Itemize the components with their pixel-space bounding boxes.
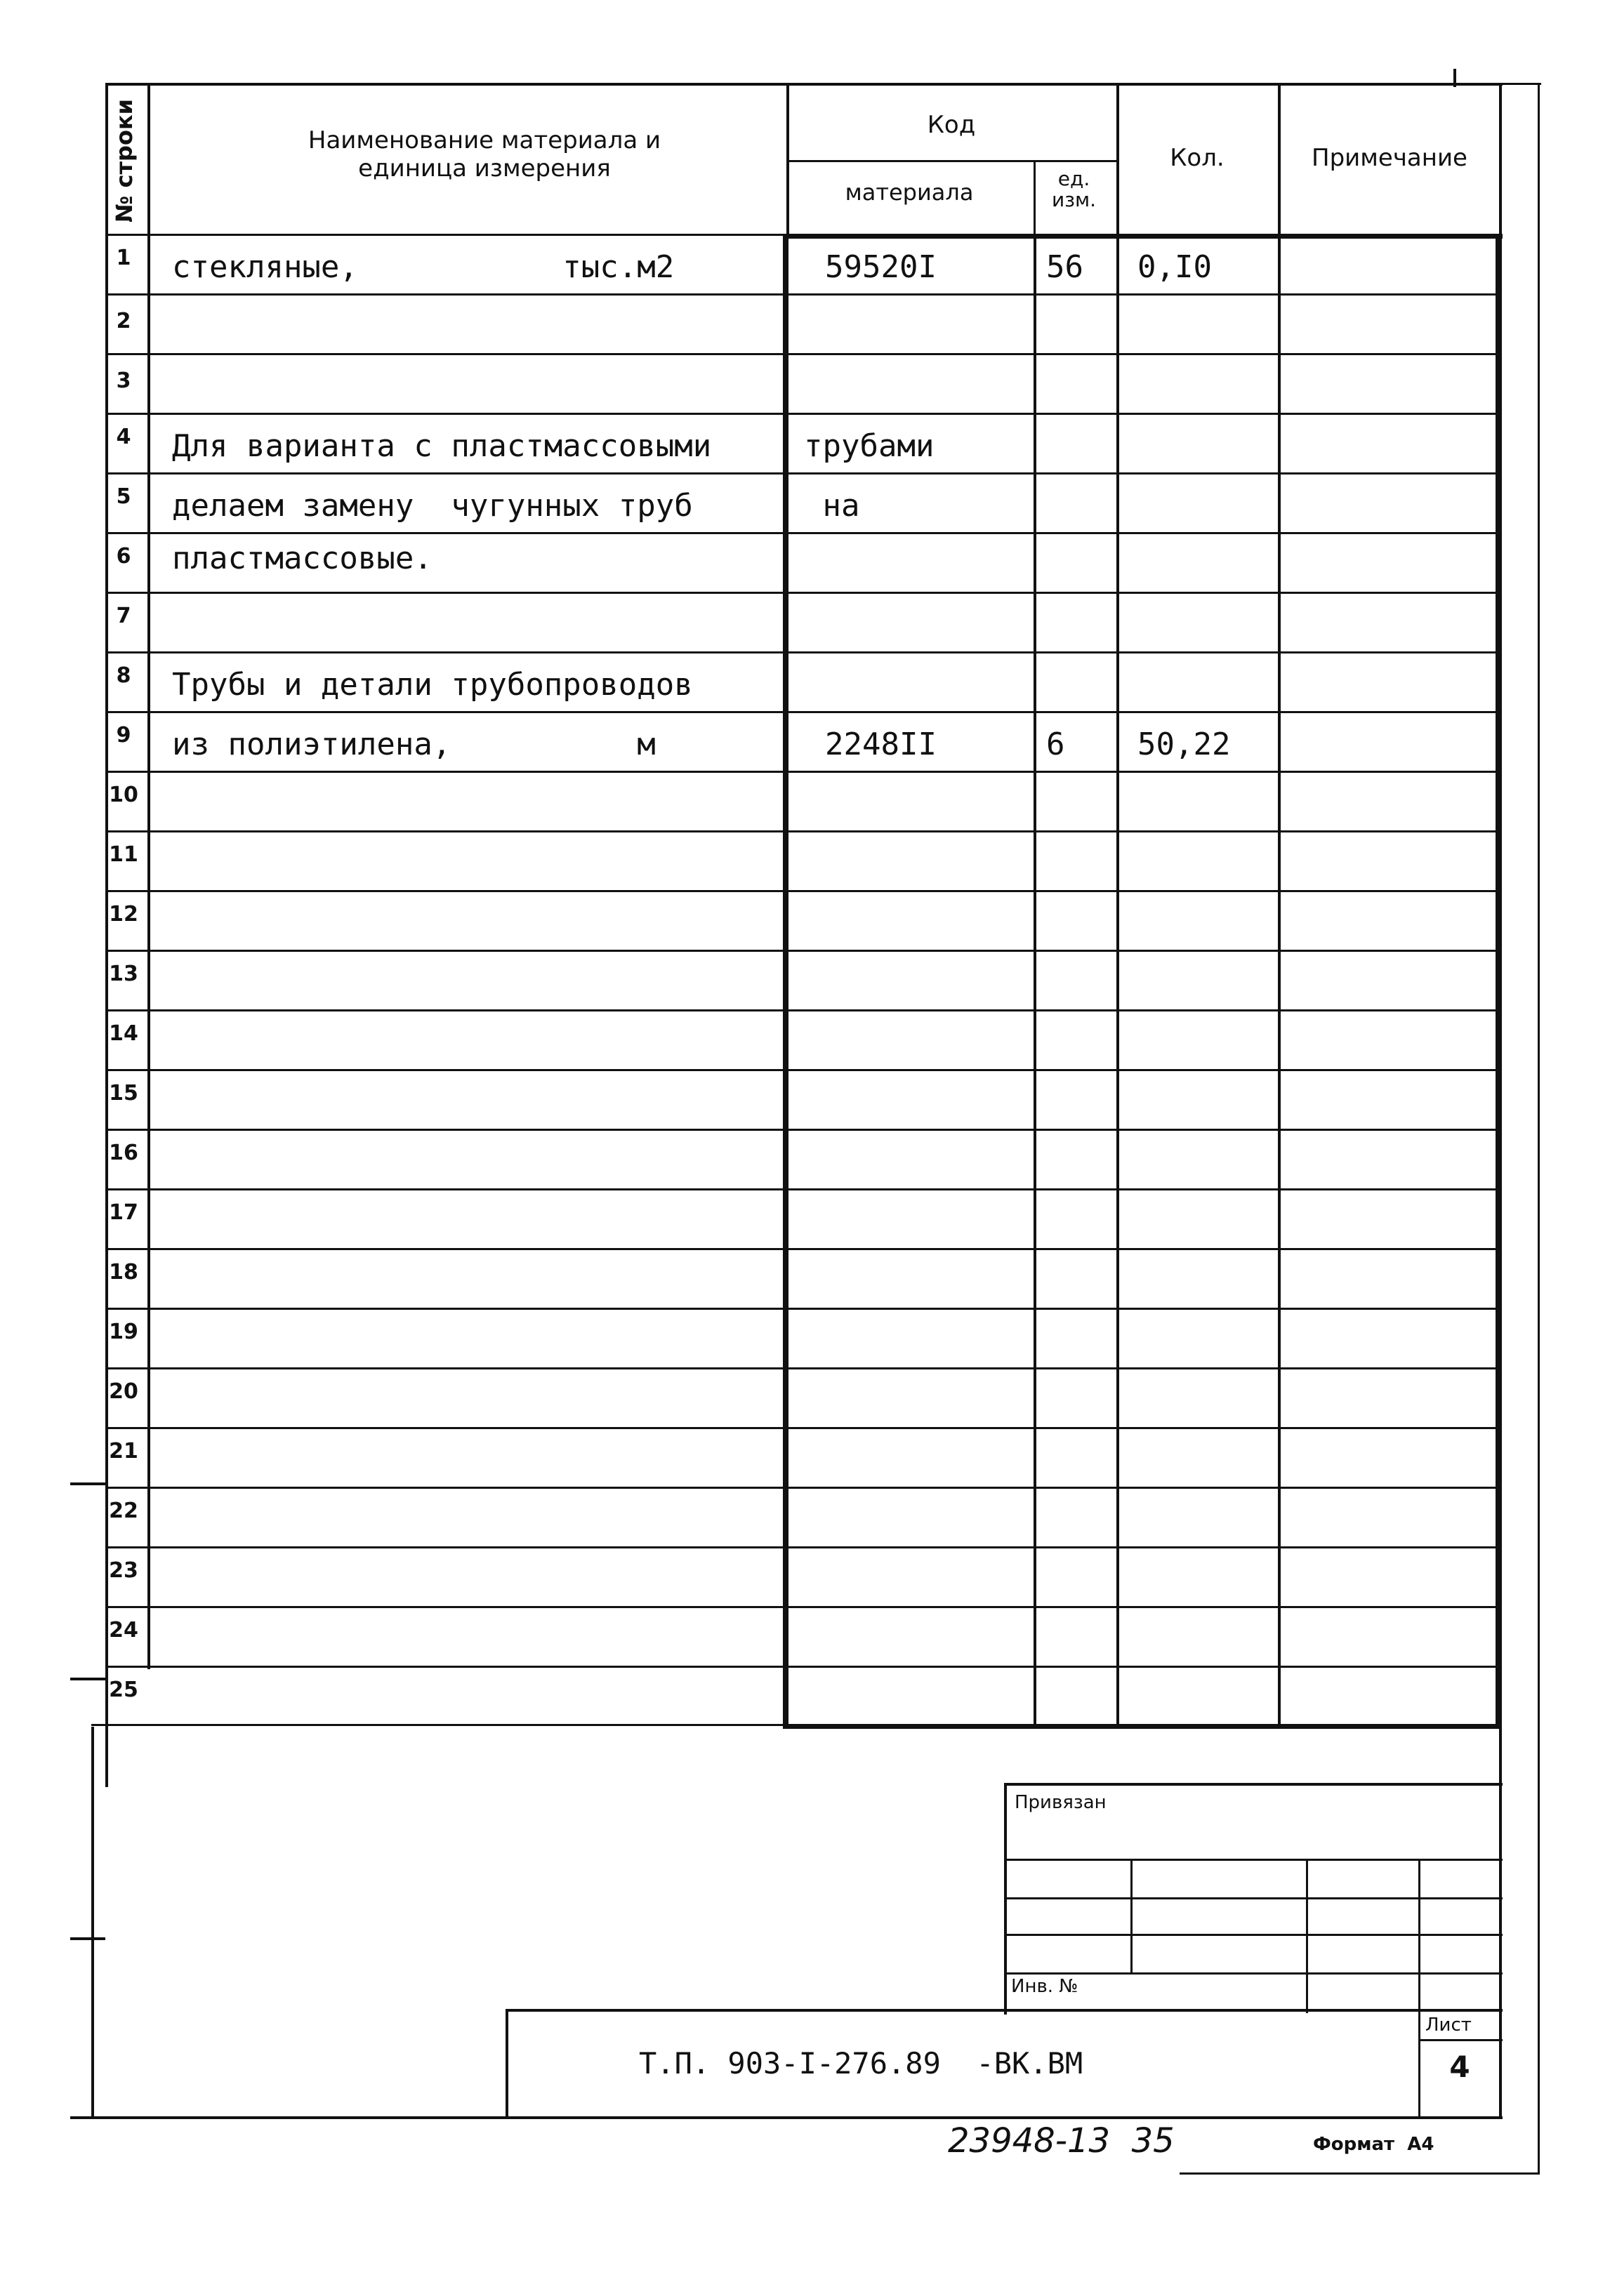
row-number: 10: [109, 783, 138, 807]
row-number: 17: [109, 1200, 138, 1225]
inventory-number-label: Инв. №: [1011, 1976, 1078, 1997]
row-name: пластмассовые.: [172, 540, 433, 576]
row-quantity: 50,22: [1137, 726, 1231, 762]
sheet-number: 4: [1449, 2050, 1470, 2084]
row-number: 12: [109, 902, 138, 927]
row-number: 6: [116, 544, 131, 569]
row-number: 11: [109, 842, 138, 867]
row-number: 3: [116, 369, 131, 393]
row-material-code: 59520I: [825, 249, 937, 285]
sheet-label: Лист: [1425, 2015, 1472, 2036]
row-number: 9: [116, 723, 131, 748]
row-unit-code: 6: [1046, 726, 1065, 762]
row-number: 20: [109, 1379, 138, 1404]
row-number: 24: [109, 1618, 138, 1643]
row-number: 19: [109, 1320, 138, 1344]
row-number: 8: [116, 663, 131, 688]
row-quantity: 0,I0: [1137, 249, 1212, 285]
handwritten-number: 23948-13 35: [948, 2121, 1175, 2161]
row-number: 16: [109, 1141, 138, 1165]
format-label: Формат А4: [1313, 2134, 1434, 2155]
row-name: стекляные, тыс.м2: [172, 249, 675, 285]
row-number: 4: [116, 425, 131, 449]
row-material-code: трубами: [804, 428, 935, 464]
row-number: 5: [116, 484, 131, 509]
row-number: 22: [109, 1499, 138, 1523]
row-name: из полиэтилена, м: [172, 726, 656, 762]
row-number: 1: [116, 246, 131, 270]
row-number: 2: [116, 309, 131, 333]
document-code: Т.П. 903-I-276.89 -ВК.ВМ: [639, 2046, 1083, 2081]
row-material-code: на: [804, 488, 860, 524]
header-code-unit: ед. изм.: [1051, 167, 1097, 211]
header-quantity: Кол.: [1170, 144, 1225, 172]
row-number: 23: [109, 1558, 138, 1583]
row-number: 7: [116, 604, 131, 628]
row-unit-code: 56: [1046, 249, 1083, 285]
row-name: делаем замену чугунных труб: [172, 488, 693, 524]
row-material-code: 2248II: [825, 726, 937, 762]
header-code-material: материала: [845, 179, 974, 206]
header-note: Примечание: [1312, 144, 1467, 172]
row-number: 14: [109, 1021, 138, 1046]
header-code: Код: [927, 111, 976, 139]
row-number: 15: [109, 1081, 138, 1106]
row-number: 13: [109, 962, 138, 986]
row-number: 18: [109, 1260, 138, 1285]
row-number: 25: [109, 1678, 138, 1702]
row-name: Трубы и детали трубопроводов: [172, 667, 693, 703]
privyazan-label: Привязан: [1015, 1792, 1107, 1813]
header-material-name: Наименование материала и единица измерения: [308, 126, 661, 183]
header-row-number: № строки: [111, 98, 138, 223]
row-name: Для варианта с пластмассовыми: [172, 428, 712, 464]
row-number: 21: [109, 1439, 138, 1464]
